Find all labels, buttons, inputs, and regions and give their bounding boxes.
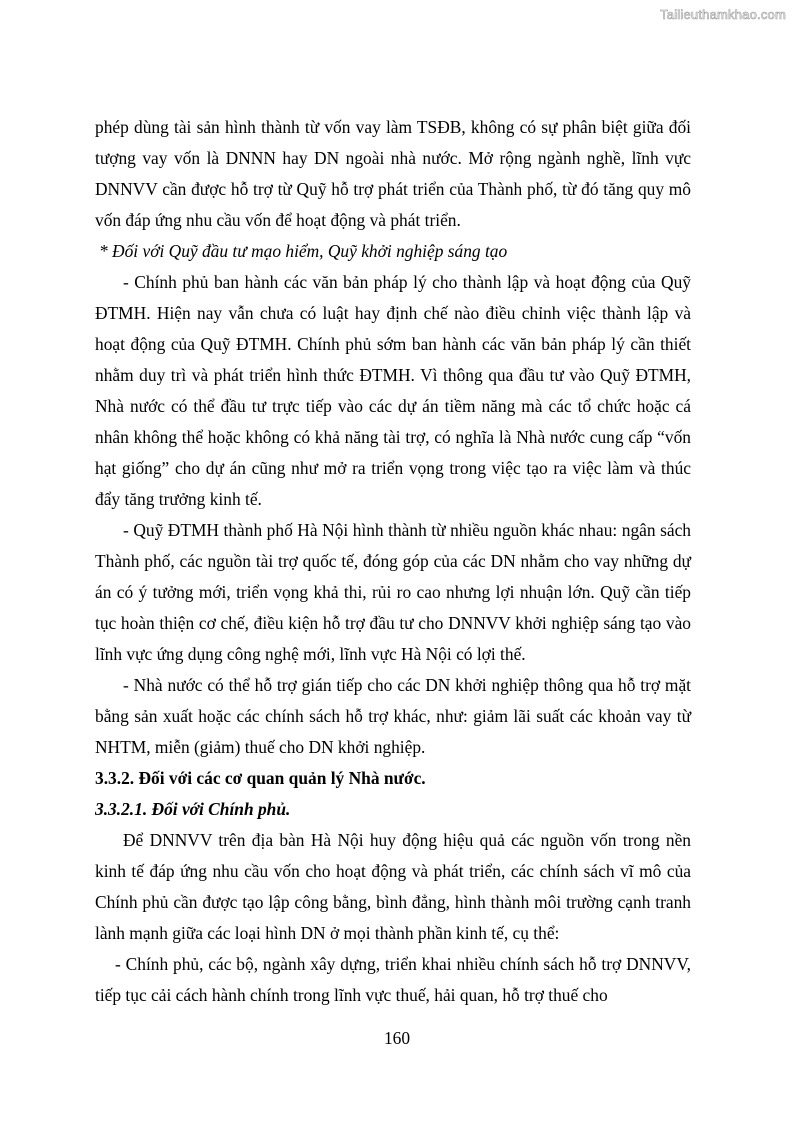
paragraph-4: - Nhà nước có thể hỗ trợ gián tiếp cho các DN khởi nghiệp thông qua hỗ trợ mặt bằng sản xuất hoặc các chính sách hỗ trợ khác, như: giảm lãi suất các khoản vay từ NHTM, miễn (giảm) thuế cho DN khởi nghiệp. bbox=[95, 675, 691, 757]
section-heading-venture-fund: * Đối với Quỹ đầu tư mạo hiểm, Quỹ khởi nghiệp sáng tạo bbox=[99, 241, 508, 261]
paragraph-2: - Chính phủ ban hành các văn bản pháp lý cho thành lập và hoạt động của Quỹ ĐTMH. Hiện nay vẫn chưa có luật hay định chế nào điều chỉnh việc thành lập và hoạt động của Quỹ ĐTMH. Chính phủ sớm ban hành các văn bản pháp lý cần thiết nhằm duy trì và phát triển hình thức ĐTMH. Vì thông qua đầu tư vào Quỹ ĐTMH, Nhà nước có thể đầu tư trực tiếp vào các dự án tiềm năng mà các tổ chức hoặc cá nhân không thể hoặc không có khả năng tài trợ, có nghĩa là Nhà nước cung cấp “vốn hạt giống” cho dự án cũng như mở ra triển vọng trong việc tạo ra việc làm và thúc đẩy tăng trưởng kinh tế. bbox=[95, 272, 691, 509]
paragraph-6: - Chính phủ, các bộ, ngành xây dựng, triển khai nhiều chính sách hỗ trợ DNNVV, tiếp tục cải cách hành chính trong lĩnh vực thuế, hải quan, hỗ trợ thuế cho bbox=[95, 954, 691, 1005]
paragraph-3: - Quỹ ĐTMH thành phố Hà Nội hình thành từ nhiều nguồn khác nhau: ngân sách Thành phố, các nguồn tài trợ quốc tế, đóng góp của các DN nhằm cho vay những dự án có ý tưởng mới, triển vọng khả thi, rủi ro cao nhưng lợi nhuận lớn. Quỹ cần tiếp tục hoàn thiện cơ chế, điều kiện hỗ trợ đầu tư cho DNNVV khởi nghiệp sáng tạo vào lĩnh vực ứng dụng công nghệ mới, lĩnh vực Hà Nội có lợi thế. bbox=[95, 520, 691, 664]
paragraph-5: Để DNNVV trên địa bàn Hà Nội huy động hiệu quả các nguồn vốn trong nền kinh tế đáp ứng nhu cầu vốn cho hoạt động và phát triển, các chính sách vĩ mô của Chính phủ cần được tạo lập công bằng, bình đẳng, hình thành môi trường cạnh tranh lành mạnh giữa các loại hình DN ở mọi thành phần kinh tế, cụ thể: bbox=[95, 830, 691, 943]
page-number: 160 bbox=[383, 1028, 411, 1048]
section-heading-3-3-2: 3.3.2. Đối với các cơ quan quản lý Nhà nước. bbox=[95, 768, 426, 788]
section-heading-3-3-2-1: 3.3.2.1. Đối với Chính phủ. bbox=[95, 799, 291, 819]
watermark-text: Tailieuthamkhao.com bbox=[660, 7, 786, 22]
document-body bbox=[95, 112, 691, 1011]
paragraph-1: phép dùng tài sản hình thành từ vốn vay làm TSĐB, không có sự phân biệt giữa đối tượng vay vốn là DNNN hay DN ngoài nhà nước. Mở rộng ngành nghề, lĩnh vực DNNVV cần được hỗ trợ từ Quỹ hỗ trợ phát triển của Thành phố, từ đó tăng quy mô vốn đáp ứng nhu cầu vốn để hoạt động và phát triển. bbox=[95, 117, 691, 230]
